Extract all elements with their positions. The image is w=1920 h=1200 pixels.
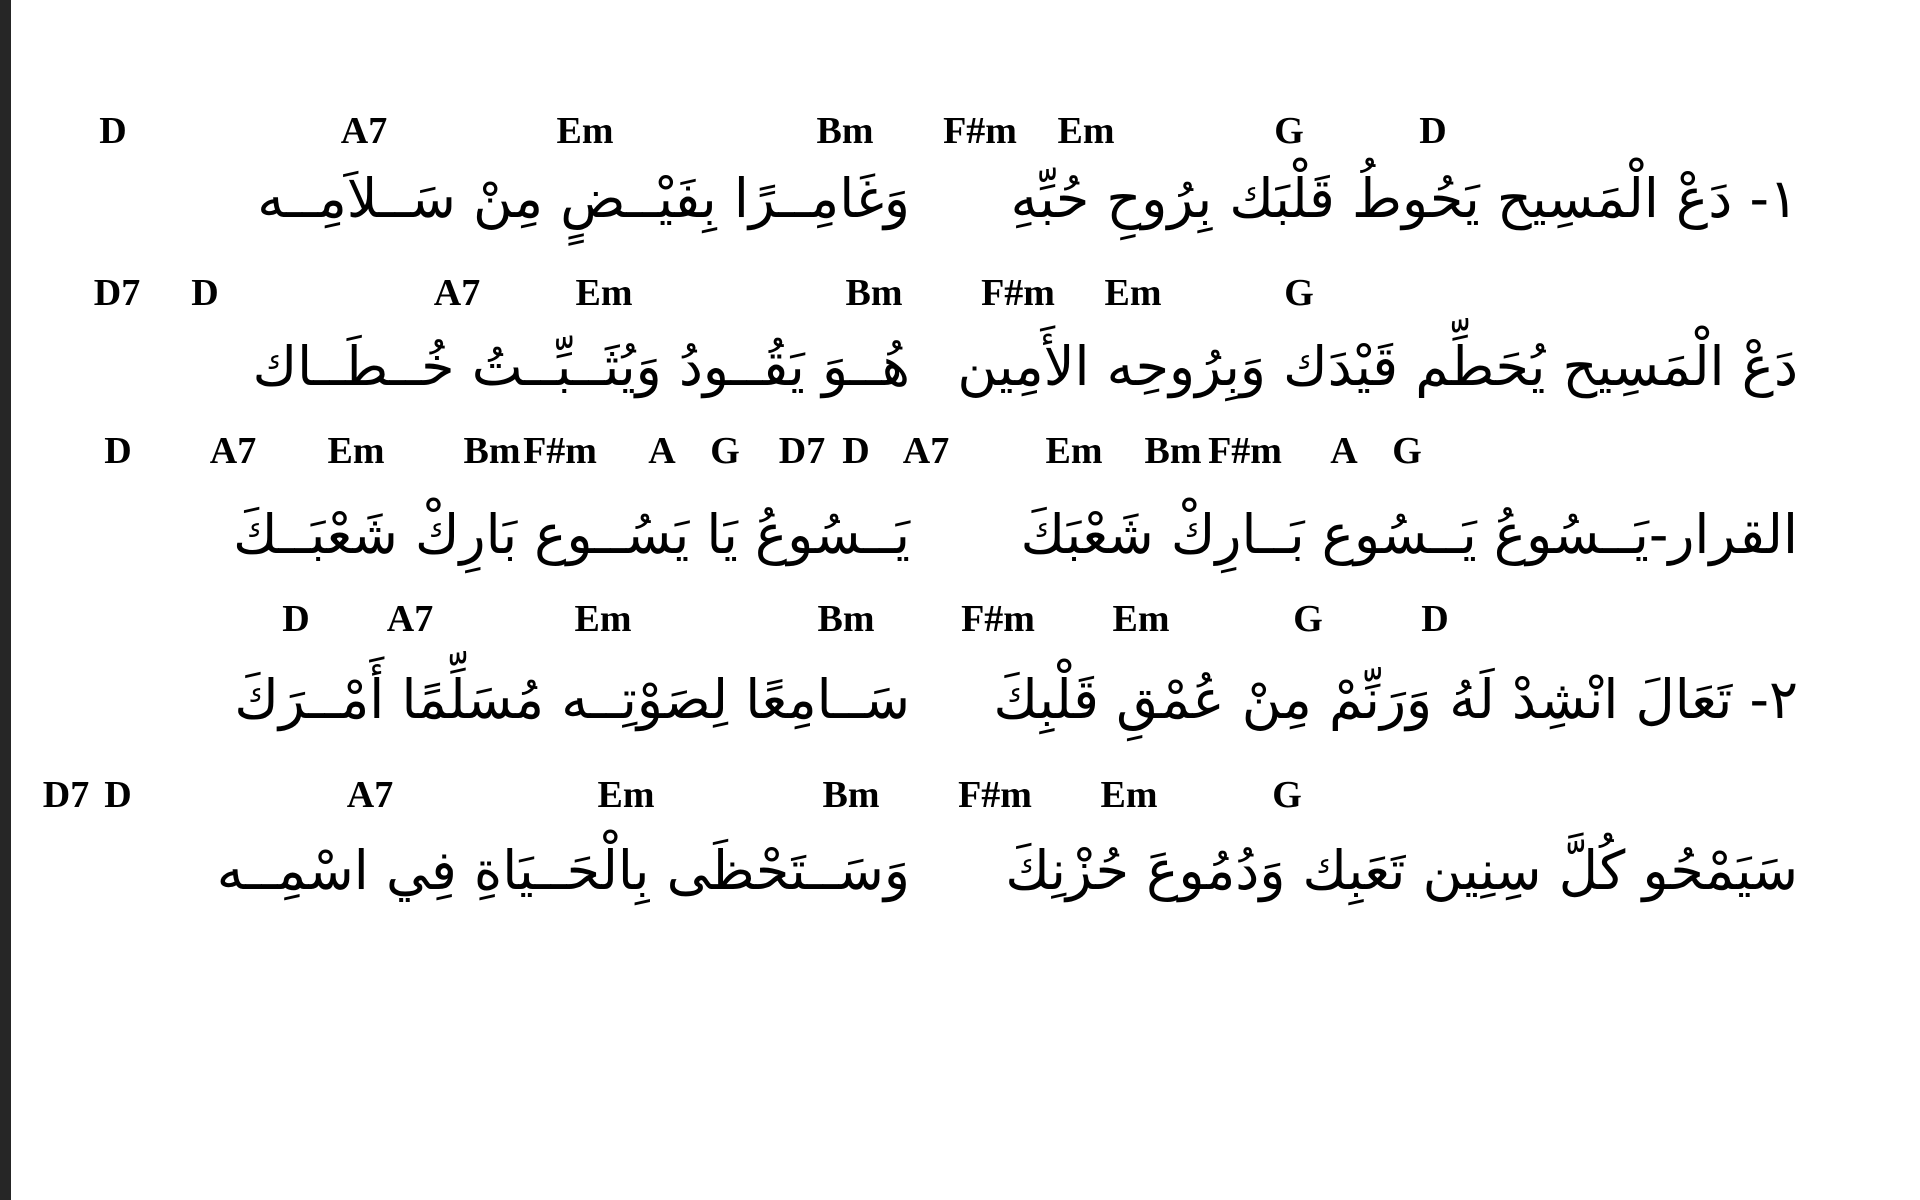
chord: Bm xyxy=(845,272,903,314)
chord: Em xyxy=(575,272,633,314)
chord: D xyxy=(99,110,127,152)
chord: D xyxy=(1421,598,1449,640)
chord: A xyxy=(648,430,676,472)
chord: Bm xyxy=(463,430,521,472)
chord: G xyxy=(1293,598,1323,640)
lyric-right: ١- دَعْ الْمَسِيح يَحُوطُ قَلْبَك بِرُوحِ حُبِّهِ xyxy=(1010,167,1798,230)
chord: Em xyxy=(1104,272,1162,314)
chord: A7 xyxy=(902,430,950,472)
chord: A7 xyxy=(386,598,434,640)
chord: D xyxy=(104,774,132,816)
chord: G xyxy=(1392,430,1422,472)
chord: A7 xyxy=(209,430,257,472)
chord: Em xyxy=(574,598,632,640)
lyric-left: وَغَامِــرًا بِفَيْــضٍ مِنْ سَــلاَمِــه xyxy=(257,167,910,230)
viewer-left-border xyxy=(0,0,11,1200)
chord: A7 xyxy=(346,774,394,816)
chord: Bm xyxy=(822,774,880,816)
chord: A7 xyxy=(340,110,388,152)
chord: Bm xyxy=(816,110,874,152)
chord: D xyxy=(104,430,132,472)
lyric-right: القرار-يَــسُوعُ يَــسُوع بَــارِكْ شَعْبَكَ xyxy=(1020,503,1798,566)
chord: D7 xyxy=(93,272,141,314)
chord: F#m xyxy=(981,272,1055,314)
chord: A xyxy=(1330,430,1358,472)
lyric-left: هُــوَ يَقُــودُ وَيُثَــبِّــتُ خُــطَــاك xyxy=(252,335,910,398)
chord: F#m xyxy=(1208,430,1282,472)
chord: G xyxy=(1272,774,1302,816)
chord: F#m xyxy=(523,430,597,472)
chord: Em xyxy=(1112,598,1170,640)
lyric-left: سَــامِعًا لِصَوْتِــه مُسَلِّمًا أَمْــرَكَ xyxy=(234,668,910,731)
chord: Em xyxy=(1045,430,1103,472)
chord: Em xyxy=(1100,774,1158,816)
chord: Bm xyxy=(1144,430,1202,472)
lyric-left: يَــسُوعُ يَا يَسُــوع بَارِكْ شَعْبَــكَ xyxy=(233,503,910,566)
chord: Em xyxy=(1057,110,1115,152)
chord: Em xyxy=(597,774,655,816)
lyric-left: وَسَــتَحْظَى بِالْحَــيَاةِ فِي اسْمِــه xyxy=(216,839,910,902)
chord: F#m xyxy=(958,774,1032,816)
lyric-right: دَعْ الْمَسِيح يُحَطِّم قَيْدَك وَبِرُوحِه الأَمِين xyxy=(957,335,1798,398)
chord: G xyxy=(710,430,740,472)
lyric-right: ٢- تَعَالَ انْشِدْ لَهُ وَرَنِّمْ مِنْ عُمْقِ قَلْبِكَ xyxy=(993,668,1798,731)
chord: F#m xyxy=(943,110,1017,152)
chord: Bm xyxy=(817,598,875,640)
chord: Em xyxy=(327,430,385,472)
chord: D xyxy=(282,598,310,640)
chord: A7 xyxy=(433,272,481,314)
chord: Em xyxy=(556,110,614,152)
chord: D7 xyxy=(778,430,826,472)
chord: D xyxy=(191,272,219,314)
chord: G xyxy=(1274,110,1304,152)
chord: D7 xyxy=(42,774,90,816)
chord: D xyxy=(842,430,870,472)
chord: F#m xyxy=(961,598,1035,640)
chord: G xyxy=(1284,272,1314,314)
lyric-right: سَيَمْحُو كُلَّ سِنِين تَعَبِك وَدُمُوعَ حُزْنِكَ xyxy=(1005,839,1798,902)
document-page xyxy=(11,0,1920,1200)
chord: D xyxy=(1419,110,1447,152)
